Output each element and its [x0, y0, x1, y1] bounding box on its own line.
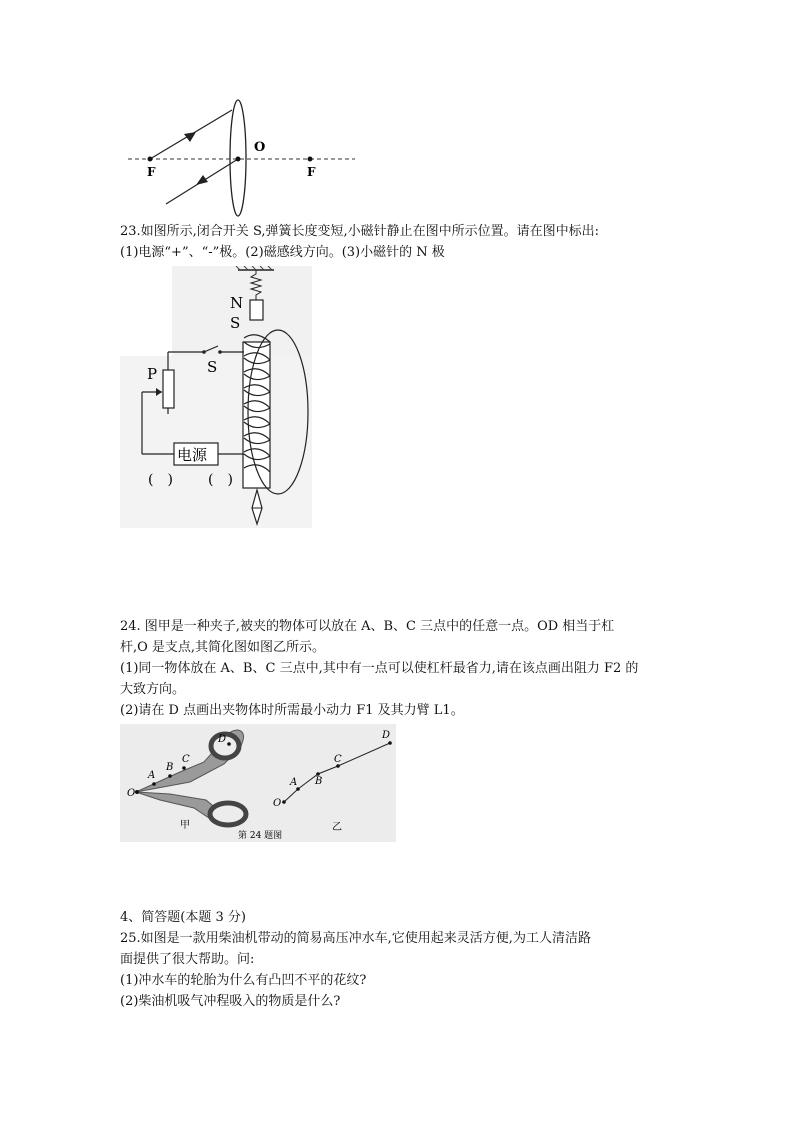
magnet-s-label: S: [230, 314, 241, 332]
q24-line-1: 24. 图甲是一种夹子,被夹的物体可以放在 A、B、C 三点中的任意一点。OD 相当于杠: [120, 619, 615, 634]
jia-point-d-dot: [227, 742, 231, 746]
yi-point-d: D: [382, 730, 391, 741]
rheostat: [163, 370, 174, 408]
jia-point-c-dot: [182, 766, 186, 770]
q24-line-2: 杆,O 是支点,其简化图如图乙所示。: [120, 640, 326, 655]
power-source-label: 电源: [177, 446, 208, 464]
q23-line-2: (1)电源“+”、“-”极。(2)磁感线方向。(3)小磁针的 N 极: [120, 245, 445, 260]
jia-point-o: O: [127, 788, 136, 799]
q24-line-4: 大致方向。: [120, 682, 186, 697]
yi-point-b: B: [315, 776, 323, 787]
jia-point-a: A: [148, 770, 156, 781]
q24-line-3: (1)同一物体放在 A、B、C 三点中,其中有一点可以使杠杆最省力,请在该点画出阻力 F2 的: [120, 661, 639, 676]
optical-center-label: O: [254, 140, 266, 155]
yi-point-a: A: [290, 777, 298, 788]
electromagnet-circuit-diagram: [120, 266, 312, 528]
yi-point-o: O: [273, 798, 282, 809]
label-yi: 乙: [332, 822, 342, 833]
q25-line-3: (1)冲水车的轮胎为什么有凸凹不平的花纹?: [120, 973, 367, 988]
arrow-lower: [196, 175, 208, 185]
yi-point-d-dot: [388, 741, 392, 745]
switch-label: S: [207, 358, 218, 376]
q25-line-2: 面提供了很大帮助。问:: [120, 952, 255, 967]
section-4-heading: 4、简答题(本题 3 分): [120, 910, 246, 925]
clip-lower-ring: [210, 803, 246, 825]
focus-right-dot: [308, 157, 313, 162]
jia-point-d: D: [218, 734, 227, 745]
clip-lever-diagram: [120, 724, 396, 842]
optical-center-dot: [236, 157, 241, 162]
jia-point-c: C: [182, 754, 190, 765]
q24-line-5: (2)请在 D 点画出夹物体时所需最小动力 F1 及其力臂 L1。: [120, 703, 464, 718]
q23-line-1: 23.如图所示,闭合开关 S,弹簧长度变短,小磁针静止在图中所示位置。请在图中标出:: [120, 224, 600, 239]
q25-line-4: (2)柴油机吸气冲程吸入的物质是什么?: [120, 994, 341, 1009]
jia-point-b-dot: [168, 774, 172, 778]
focus-left-dot: [148, 157, 153, 162]
focus-left-label: F: [147, 165, 156, 179]
jia-point-a-dot: [152, 782, 156, 786]
figure-24-caption: 第 24 题图: [238, 831, 283, 841]
lens-diagram: [120, 96, 360, 220]
magnet-n-label: N: [230, 294, 244, 312]
q25-line-1: 25.如图是一款用柴油机带动的简易高压冲水车,它使用起来灵活方便,为工人清洁路: [120, 931, 591, 946]
bar-magnet: [250, 300, 263, 320]
jia-point-o-dot: [135, 790, 139, 794]
label-jia: 甲: [180, 820, 190, 831]
power-blank-left: ( ): [148, 472, 173, 488]
rheostat-p-label: P: [147, 365, 158, 383]
focus-right-label: F: [307, 165, 316, 179]
power-blank-right: ( ): [208, 472, 233, 488]
jia-point-b: B: [166, 762, 174, 773]
yi-point-o-dot: [282, 800, 286, 804]
yi-point-c: C: [334, 754, 342, 765]
